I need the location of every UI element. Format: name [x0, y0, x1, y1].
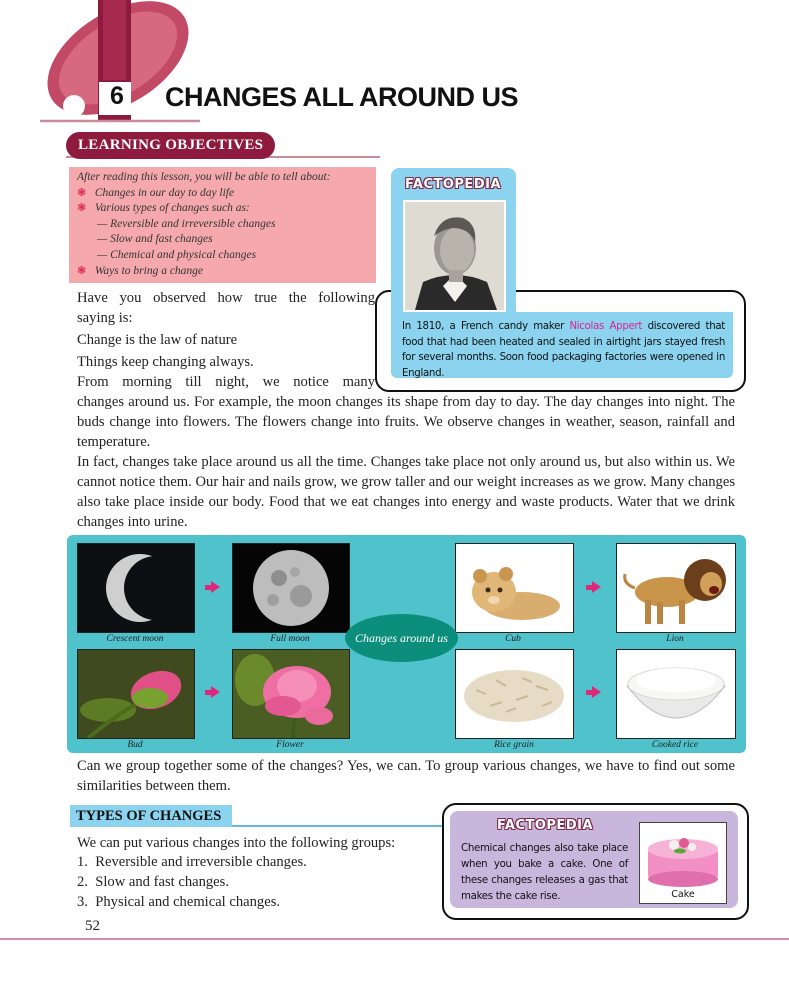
objectives-box [69, 167, 376, 283]
body-paragraph: changes around us. For example, the moon changes its shape from day to day. The day changes into night. The buds change into flowers. The flowers change into fruits. We observe changes in weather, season, rainfall and temperature. [77, 394, 735, 450]
caption: Full moon [270, 634, 310, 644]
factopedia-heading: FACTOPEDIA [405, 177, 502, 192]
arrow-right-icon [211, 686, 220, 698]
types-heading: TYPES OF CHANGES [70, 805, 232, 827]
full-moon-image [232, 543, 350, 633]
caption: Rice grain [494, 740, 534, 750]
body-paragraph: Can we group together some of the changes? Yes, we can. To group various changes, we have to find out some similarities between them. [77, 758, 735, 794]
bullet-icon: ❃ [77, 264, 87, 277]
objective-item: ❃ Various types of changes such as: [77, 202, 250, 215]
factopedia-text: Chemical changes also take place when you bake a cake. One of these changes releases a gas that makes the cake rise. [461, 843, 628, 902]
bullet-icon: ❃ [77, 202, 87, 215]
portrait-image [403, 200, 506, 312]
footer-rule [0, 938, 789, 940]
types-item: 3. Physical and chemical changes. [77, 894, 281, 910]
page-number: 52 [85, 918, 100, 934]
chapter-number: 6 [110, 82, 124, 110]
factopedia-heading: FACTOPEDIA [497, 818, 594, 833]
cub-image [455, 543, 574, 633]
objective-subitem: — Slow and fast changes [97, 233, 213, 246]
body-line: Have you observed how true the following [77, 290, 375, 306]
objective-subitem: — Chemical and physical changes [97, 248, 257, 261]
flower-image [232, 649, 350, 739]
caption: Crescent moon [106, 634, 164, 644]
body-paragraph: In fact, changes take place around us all the time. Changes take place not only around us, but also within us. We cannot notice them. Our hair and nails grow, we grow taller and our weight increases as we grow. Many changes also take place inside our body. Food that we eat changes into energy and waste products. Water that we drink changes into urine. [77, 454, 735, 530]
objective-subitem: — Reversible and irreversible changes [97, 217, 276, 230]
objectives-intro: After reading this lesson, you will be able to tell about: [77, 171, 331, 183]
objective-item: ❃ Changes in our day to day life [77, 186, 235, 199]
body-line: saying is: [77, 310, 133, 326]
caption: Lion [666, 634, 684, 644]
body-line: Change is the law of nature [77, 332, 238, 348]
bullet-icon: ❃ [77, 186, 87, 199]
cake-caption: Cake [671, 889, 695, 900]
crescent-moon-image [77, 543, 195, 633]
caption: Cooked rice [651, 740, 699, 750]
caption: Flower [276, 740, 304, 750]
types-item: 2. Slow and fast changes. [77, 874, 229, 890]
types-intro: We can put various changes into the following groups: [77, 835, 396, 851]
chapter-title: CHANGES ALL AROUND US [165, 82, 519, 112]
cooked-rice-image [616, 649, 736, 739]
cake-image [639, 822, 727, 904]
objective-item: ❃ Ways to bring a change [77, 264, 204, 277]
factopedia-text: In 1810, a French candy maker Nicolas Appert discovered that food that had been heated and sealed in airtight jars stayed fresh for several months. Soon food packaging factories were opened in England. [402, 321, 725, 379]
body-line: From morning till night, we notice many [77, 374, 375, 390]
changes-around-us-label: Changes around us [345, 614, 458, 662]
arrow-right-icon [211, 581, 220, 593]
rice-grain-image [455, 649, 574, 739]
caption: Cub [505, 634, 521, 644]
arrow-right-icon [592, 686, 601, 698]
types-item: 1. Reversible and irreversible changes. [77, 854, 307, 870]
caption: Bud [127, 740, 143, 750]
highlighted-name: Nicolas Appert [569, 321, 643, 332]
arrow-right-icon [592, 581, 601, 593]
body-line: Things keep changing always. [77, 354, 254, 370]
bud-image [77, 649, 195, 739]
objectives-heading: LEARNING OBJECTIVES [66, 132, 275, 159]
lion-image [616, 543, 736, 633]
